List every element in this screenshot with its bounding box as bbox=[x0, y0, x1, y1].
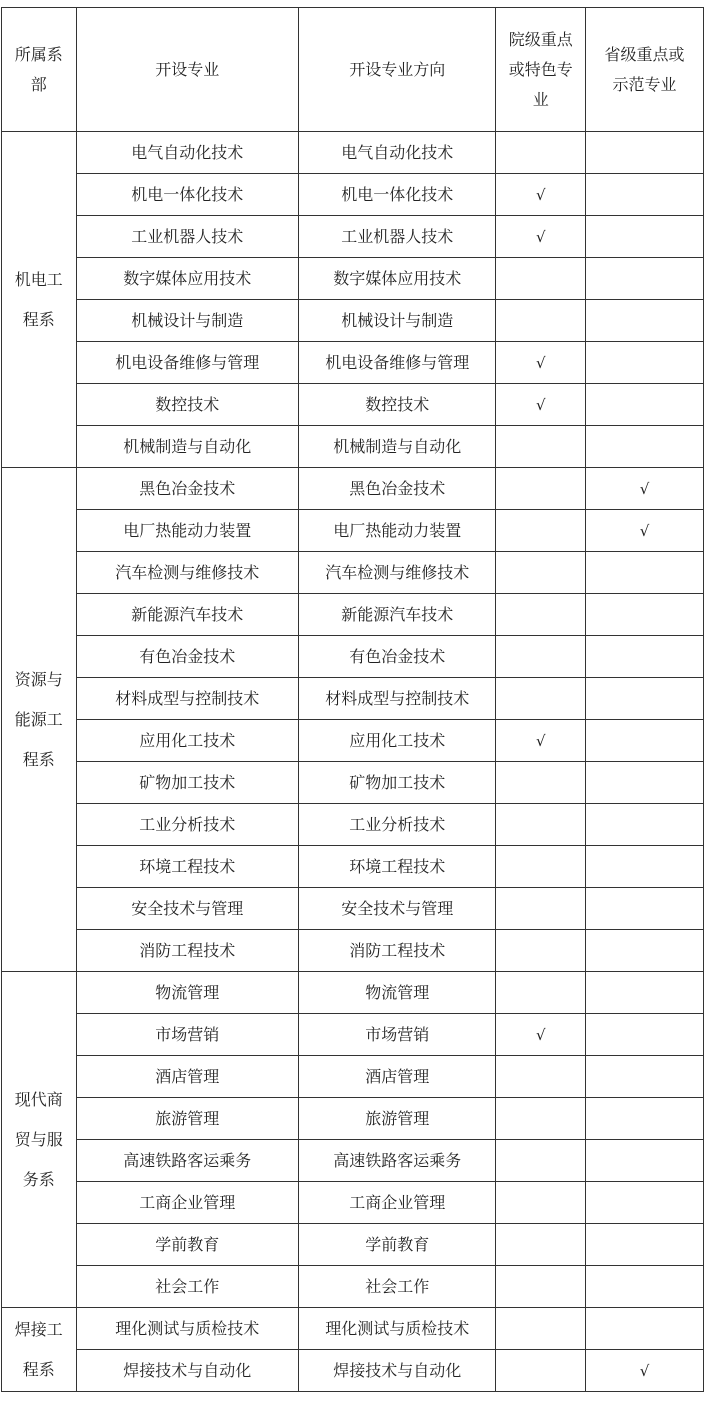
direction-cell: 工商企业管理 bbox=[299, 1182, 496, 1224]
college-key-mark bbox=[496, 1182, 586, 1224]
major-cell: 消防工程技术 bbox=[76, 930, 299, 972]
major-cell: 应用化工技术 bbox=[76, 720, 299, 762]
college-key-mark bbox=[496, 132, 586, 174]
college-key-mark bbox=[496, 972, 586, 1014]
college-key-mark bbox=[496, 678, 586, 720]
direction-cell: 市场营销 bbox=[299, 1014, 496, 1056]
major-cell: 新能源汽车技术 bbox=[76, 594, 299, 636]
direction-cell: 工业机器人技术 bbox=[299, 216, 496, 258]
major-cell: 电厂热能动力装置 bbox=[76, 510, 299, 552]
direction-cell: 机械设计与制造 bbox=[299, 300, 496, 342]
direction-cell: 机电设备维修与管理 bbox=[299, 342, 496, 384]
direction-cell: 学前教育 bbox=[299, 1224, 496, 1266]
department-name: 焊接工程系 bbox=[14, 1319, 63, 1379]
direction-cell: 安全技术与管理 bbox=[299, 888, 496, 930]
direction-cell: 酒店管理 bbox=[299, 1056, 496, 1098]
college-key-mark: √ bbox=[496, 174, 586, 216]
province-key-mark bbox=[586, 1056, 704, 1098]
direction-cell: 消防工程技术 bbox=[299, 930, 496, 972]
province-key-mark bbox=[586, 1182, 704, 1224]
direction-cell: 数控技术 bbox=[299, 384, 496, 426]
table-row bbox=[2, 1014, 704, 1056]
table-row bbox=[2, 1098, 704, 1140]
major-cell: 数字媒体应用技术 bbox=[76, 258, 299, 300]
header-major: 开设专业 bbox=[76, 8, 299, 132]
major-cell: 黑色冶金技术 bbox=[76, 468, 299, 510]
table-row bbox=[2, 174, 704, 216]
province-key-mark bbox=[586, 1140, 704, 1182]
college-key-mark bbox=[496, 1350, 586, 1392]
college-key-mark bbox=[496, 636, 586, 678]
major-cell: 社会工作 bbox=[76, 1266, 299, 1308]
table-row bbox=[2, 1056, 704, 1098]
province-key-mark bbox=[586, 720, 704, 762]
table-row bbox=[2, 930, 704, 972]
direction-cell: 黑色冶金技术 bbox=[299, 468, 496, 510]
province-key-mark bbox=[586, 678, 704, 720]
major-cell: 有色冶金技术 bbox=[76, 636, 299, 678]
college-key-mark: √ bbox=[496, 720, 586, 762]
college-key-mark bbox=[496, 1308, 586, 1350]
table-row bbox=[2, 426, 704, 468]
header-college-key: 院级重点或特色专业 bbox=[496, 8, 586, 132]
header-row bbox=[2, 8, 704, 132]
college-key-mark bbox=[496, 426, 586, 468]
table-header bbox=[2, 8, 704, 132]
college-key-mark bbox=[496, 300, 586, 342]
college-key-mark bbox=[496, 258, 586, 300]
province-key-mark: √ bbox=[586, 468, 704, 510]
major-cell: 数控技术 bbox=[76, 384, 299, 426]
table-row bbox=[2, 1182, 704, 1224]
college-key-mark bbox=[496, 510, 586, 552]
direction-cell: 理化测试与质检技术 bbox=[299, 1308, 496, 1350]
table-row bbox=[2, 510, 704, 552]
table-row bbox=[2, 132, 704, 174]
college-key-mark: √ bbox=[496, 384, 586, 426]
major-cell: 材料成型与控制技术 bbox=[76, 678, 299, 720]
college-key-mark bbox=[496, 762, 586, 804]
table-row bbox=[2, 846, 704, 888]
table-row bbox=[2, 1350, 704, 1392]
college-key-mark: √ bbox=[496, 1014, 586, 1056]
major-cell: 环境工程技术 bbox=[76, 846, 299, 888]
major-cell: 汽车检测与维修技术 bbox=[76, 552, 299, 594]
table-row bbox=[2, 1224, 704, 1266]
college-key-mark bbox=[496, 1098, 586, 1140]
major-cell: 市场营销 bbox=[76, 1014, 299, 1056]
major-cell: 机电一体化技术 bbox=[76, 174, 299, 216]
major-cell: 机械制造与自动化 bbox=[76, 426, 299, 468]
province-key-mark bbox=[586, 762, 704, 804]
province-key-mark bbox=[586, 1014, 704, 1056]
province-key-mark bbox=[586, 1266, 704, 1308]
college-key-mark bbox=[496, 1224, 586, 1266]
college-key-mark bbox=[496, 1140, 586, 1182]
province-key-mark bbox=[586, 552, 704, 594]
province-key-mark bbox=[586, 384, 704, 426]
table-body bbox=[2, 132, 704, 1392]
direction-cell: 矿物加工技术 bbox=[299, 762, 496, 804]
direction-cell: 电厂热能动力装置 bbox=[299, 510, 496, 552]
college-key-mark bbox=[496, 846, 586, 888]
province-key-mark bbox=[586, 342, 704, 384]
table-row bbox=[2, 804, 704, 846]
province-key-mark bbox=[586, 426, 704, 468]
college-key-mark bbox=[496, 930, 586, 972]
province-key-mark: √ bbox=[586, 1350, 704, 1392]
header-province-key: 省级重点或示范专业 bbox=[586, 8, 704, 132]
department-cell bbox=[2, 1308, 77, 1392]
major-cell: 安全技术与管理 bbox=[76, 888, 299, 930]
province-key-mark bbox=[586, 594, 704, 636]
province-key-mark bbox=[586, 174, 704, 216]
province-key-mark bbox=[586, 804, 704, 846]
direction-cell: 旅游管理 bbox=[299, 1098, 496, 1140]
major-cell: 工业分析技术 bbox=[76, 804, 299, 846]
direction-cell: 焊接技术与自动化 bbox=[299, 1350, 496, 1392]
major-cell: 机械设计与制造 bbox=[76, 300, 299, 342]
table-row bbox=[2, 468, 704, 510]
major-cell: 矿物加工技术 bbox=[76, 762, 299, 804]
province-key-mark bbox=[586, 300, 704, 342]
table-row bbox=[2, 216, 704, 258]
direction-cell: 电气自动化技术 bbox=[299, 132, 496, 174]
college-key-mark bbox=[496, 888, 586, 930]
direction-cell: 新能源汽车技术 bbox=[299, 594, 496, 636]
college-key-mark bbox=[496, 1056, 586, 1098]
table-row bbox=[2, 1266, 704, 1308]
major-cell: 高速铁路客运乘务 bbox=[76, 1140, 299, 1182]
department-name: 机电工程系 bbox=[14, 269, 63, 329]
province-key-mark bbox=[586, 1098, 704, 1140]
college-key-mark: √ bbox=[496, 216, 586, 258]
table-row bbox=[2, 258, 704, 300]
province-key-mark bbox=[586, 1308, 704, 1350]
province-key-mark bbox=[586, 972, 704, 1014]
header-direction: 开设专业方向 bbox=[299, 8, 496, 132]
province-key-mark bbox=[586, 846, 704, 888]
major-cell: 学前教育 bbox=[76, 1224, 299, 1266]
table-row bbox=[2, 384, 704, 426]
province-key-mark bbox=[586, 258, 704, 300]
province-key-mark bbox=[586, 636, 704, 678]
direction-cell: 机电一体化技术 bbox=[299, 174, 496, 216]
table-row bbox=[2, 972, 704, 1014]
direction-cell: 物流管理 bbox=[299, 972, 496, 1014]
direction-cell: 社会工作 bbox=[299, 1266, 496, 1308]
table-row bbox=[2, 300, 704, 342]
college-key-mark bbox=[496, 552, 586, 594]
major-cell: 物流管理 bbox=[76, 972, 299, 1014]
province-key-mark bbox=[586, 1224, 704, 1266]
major-cell: 旅游管理 bbox=[76, 1098, 299, 1140]
table-row bbox=[2, 888, 704, 930]
direction-cell: 工业分析技术 bbox=[299, 804, 496, 846]
college-key-mark bbox=[496, 1266, 586, 1308]
college-key-mark bbox=[496, 804, 586, 846]
major-cell: 焊接技术与自动化 bbox=[76, 1350, 299, 1392]
province-key-mark bbox=[586, 930, 704, 972]
table-row bbox=[2, 342, 704, 384]
table-row bbox=[2, 678, 704, 720]
province-key-mark bbox=[586, 132, 704, 174]
majors-table bbox=[1, 7, 704, 1392]
direction-cell: 机械制造与自动化 bbox=[299, 426, 496, 468]
department-cell bbox=[2, 132, 77, 468]
province-key-mark bbox=[586, 888, 704, 930]
department-cell bbox=[2, 972, 77, 1308]
major-cell: 工商企业管理 bbox=[76, 1182, 299, 1224]
college-key-mark bbox=[496, 594, 586, 636]
province-key-mark: √ bbox=[586, 510, 704, 552]
table-row bbox=[2, 636, 704, 678]
department-name: 资源与能源工程系 bbox=[14, 669, 63, 769]
major-cell: 电气自动化技术 bbox=[76, 132, 299, 174]
table-row bbox=[2, 1308, 704, 1350]
province-key-mark bbox=[586, 216, 704, 258]
direction-cell: 应用化工技术 bbox=[299, 720, 496, 762]
direction-cell: 汽车检测与维修技术 bbox=[299, 552, 496, 594]
table-row bbox=[2, 720, 704, 762]
direction-cell: 材料成型与控制技术 bbox=[299, 678, 496, 720]
college-key-mark: √ bbox=[496, 342, 586, 384]
header-dept: 所属系部 bbox=[2, 8, 77, 132]
direction-cell: 数字媒体应用技术 bbox=[299, 258, 496, 300]
table-row bbox=[2, 594, 704, 636]
table-row bbox=[2, 552, 704, 594]
department-name: 现代商贸与服务系 bbox=[14, 1089, 63, 1189]
major-cell: 工业机器人技术 bbox=[76, 216, 299, 258]
direction-cell: 有色冶金技术 bbox=[299, 636, 496, 678]
major-cell: 理化测试与质检技术 bbox=[76, 1308, 299, 1350]
direction-cell: 高速铁路客运乘务 bbox=[299, 1140, 496, 1182]
table-row bbox=[2, 762, 704, 804]
college-key-mark bbox=[496, 468, 586, 510]
department-cell bbox=[2, 468, 77, 972]
major-cell: 机电设备维修与管理 bbox=[76, 342, 299, 384]
table-row bbox=[2, 1140, 704, 1182]
direction-cell: 环境工程技术 bbox=[299, 846, 496, 888]
major-cell: 酒店管理 bbox=[76, 1056, 299, 1098]
